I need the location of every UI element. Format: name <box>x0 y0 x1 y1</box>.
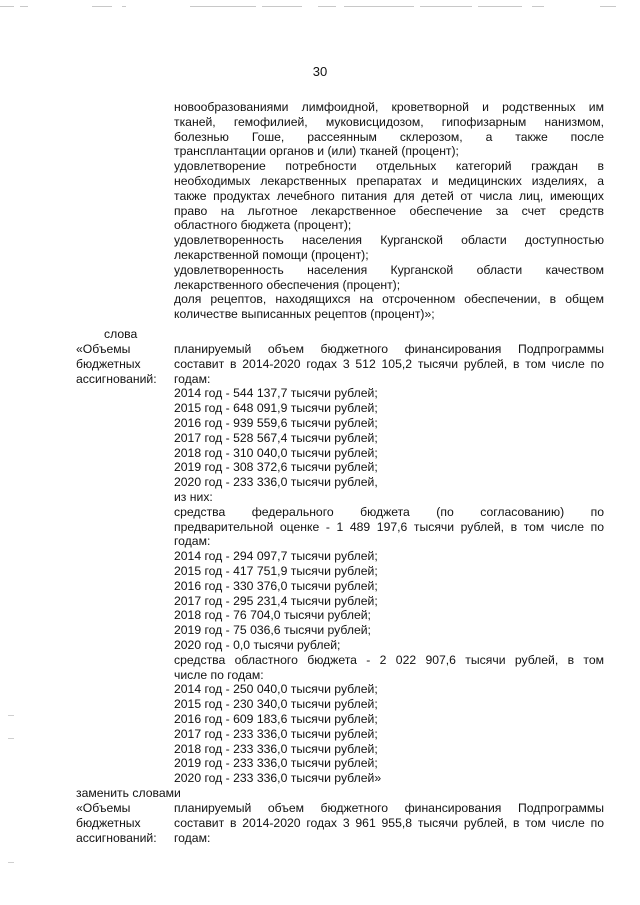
budget-block-old-content <box>174 342 604 786</box>
label-line: «Объемы <box>76 342 131 356</box>
text-line: 2019 год - 308 372,6 тысячи рублей; <box>174 460 378 475</box>
text-line: удовлетворение потребности отдельных категорий граждан в <box>174 159 604 174</box>
text-line: предварительной оценке - 1 489 197,6 тысячи рублей, в том числе по <box>174 519 604 534</box>
text-line: составит в 2014-2020 годах 3 512 105,2 тысячи рублей, в том числе по <box>174 356 604 371</box>
text-line: 2018 год - 310 040,0 тысячи рублей; <box>174 445 378 460</box>
label-line: ассигнований: <box>76 371 157 386</box>
text-line: 2015 год - 648 091,9 тысячи рублей; <box>174 401 378 416</box>
replace-label: заменить словами <box>76 786 181 800</box>
text-line: областного бюджета (процент); <box>174 218 352 233</box>
text-line: средства федерального бюджета (по согласованию) по <box>174 504 604 519</box>
text-line: планируемый объем бюджетного финансирования Подпрограммы <box>174 801 604 815</box>
text-line: 2019 год - 75 036,6 тысячи рублей; <box>174 623 371 638</box>
text-line: 2017 год - 233 336,0 тысячи рублей; <box>174 726 378 741</box>
text-line: 2015 год - 230 340,0 тысячи рублей; <box>174 697 378 712</box>
label-line: ассигнований: <box>76 830 157 845</box>
text-line: планируемый объем бюджетного финансирования Подпрограммы <box>174 342 604 356</box>
budget-block-old-label <box>76 342 172 386</box>
text-line: удовлетворенность населения Курганской области доступностью <box>174 233 604 248</box>
words-label: слова <box>104 327 138 341</box>
text-line: 2016 год - 330 376,0 тысячи рублей; <box>174 578 378 593</box>
text-line: болезнью Гоше, рассеянным склерозом, а также после <box>174 129 604 144</box>
label-line: бюджетных <box>76 815 141 830</box>
text-line: 2014 год - 544 137,7 тысячи рублей; <box>174 386 378 401</box>
text-line: 2014 год - 294 097,7 тысячи рублей; <box>174 549 378 564</box>
scan-artifact-top <box>0 6 640 10</box>
label-line: «Объемы <box>76 801 131 815</box>
text-line: 2020 год - 233 336,0 тысячи рублей, <box>174 475 378 490</box>
budget-block-new-content <box>174 801 604 845</box>
text-line: из них: <box>174 489 213 504</box>
text-line: лекарственной помощи (процент); <box>174 247 369 262</box>
text-line: 2016 год - 939 559,6 тысячи рублей; <box>174 415 378 430</box>
page-number: 30 <box>312 64 328 79</box>
text-line: годам: <box>174 534 211 549</box>
text-line: 2020 год - 233 336,0 тысячи рублей» <box>174 771 382 786</box>
text-line: лекарственного обеспечения (процент); <box>174 277 401 292</box>
text-line: годам: <box>174 371 211 386</box>
text-line: право на льготное лекарственное обеспечение за счет средств <box>174 203 604 218</box>
text-line: новообразованиями лимфоидной, кроветворной и родственных им <box>174 100 604 114</box>
text-line: количестве выписанных рецептов (процент)»; <box>174 307 435 322</box>
text-line: составит в 2014-2020 годах 3 961 955,8 тысячи рублей, в том числе по <box>174 815 604 830</box>
text-line: 2020 год - 0,0 тысячи рублей; <box>174 637 341 652</box>
text-line: необходимых лекарственных препаратах и медицинских изделиях, а <box>174 173 604 188</box>
text-line: 2017 год - 528 567,4 тысячи рублей; <box>174 430 378 445</box>
text-line: средства областного бюджета - 2 022 907,6 тысячи рублей, в том <box>174 652 604 667</box>
text-line: тканей, гемофилией, муковисцидозом, гипофизарным нанизмом, <box>174 114 604 129</box>
text-line: трансплантации органов и (или) тканей (процент); <box>174 144 459 159</box>
intro-paragraph <box>174 100 604 322</box>
text-line: 2014 год - 250 040,0 тысячи рублей; <box>174 682 378 697</box>
text-line: числе по годам: <box>174 667 264 682</box>
text-line: также продуктах лечебного питания для детей от числа лиц, имеющих <box>174 188 604 203</box>
text-line: удовлетворенность населения Курганской области качеством <box>174 262 604 277</box>
text-line: 2018 год - 76 704,0 тысячи рублей; <box>174 608 371 623</box>
text-line: 2017 год - 295 231,4 тысячи рублей; <box>174 593 378 608</box>
label-line: бюджетных <box>76 356 141 371</box>
text-line: годам: <box>174 830 211 845</box>
budget-block-new-label <box>76 801 172 845</box>
text-line: доля рецептов, находящихся на отсроченном обеспечении, в общем <box>174 292 604 307</box>
text-line: 2016 год - 609 183,6 тысячи рублей; <box>174 711 378 726</box>
text-line: 2019 год - 233 336,0 тысячи рублей; <box>174 756 378 771</box>
text-line: 2018 год - 233 336,0 тысячи рублей; <box>174 741 378 756</box>
text-line: 2015 год - 417 751,9 тысячи рублей; <box>174 563 378 578</box>
